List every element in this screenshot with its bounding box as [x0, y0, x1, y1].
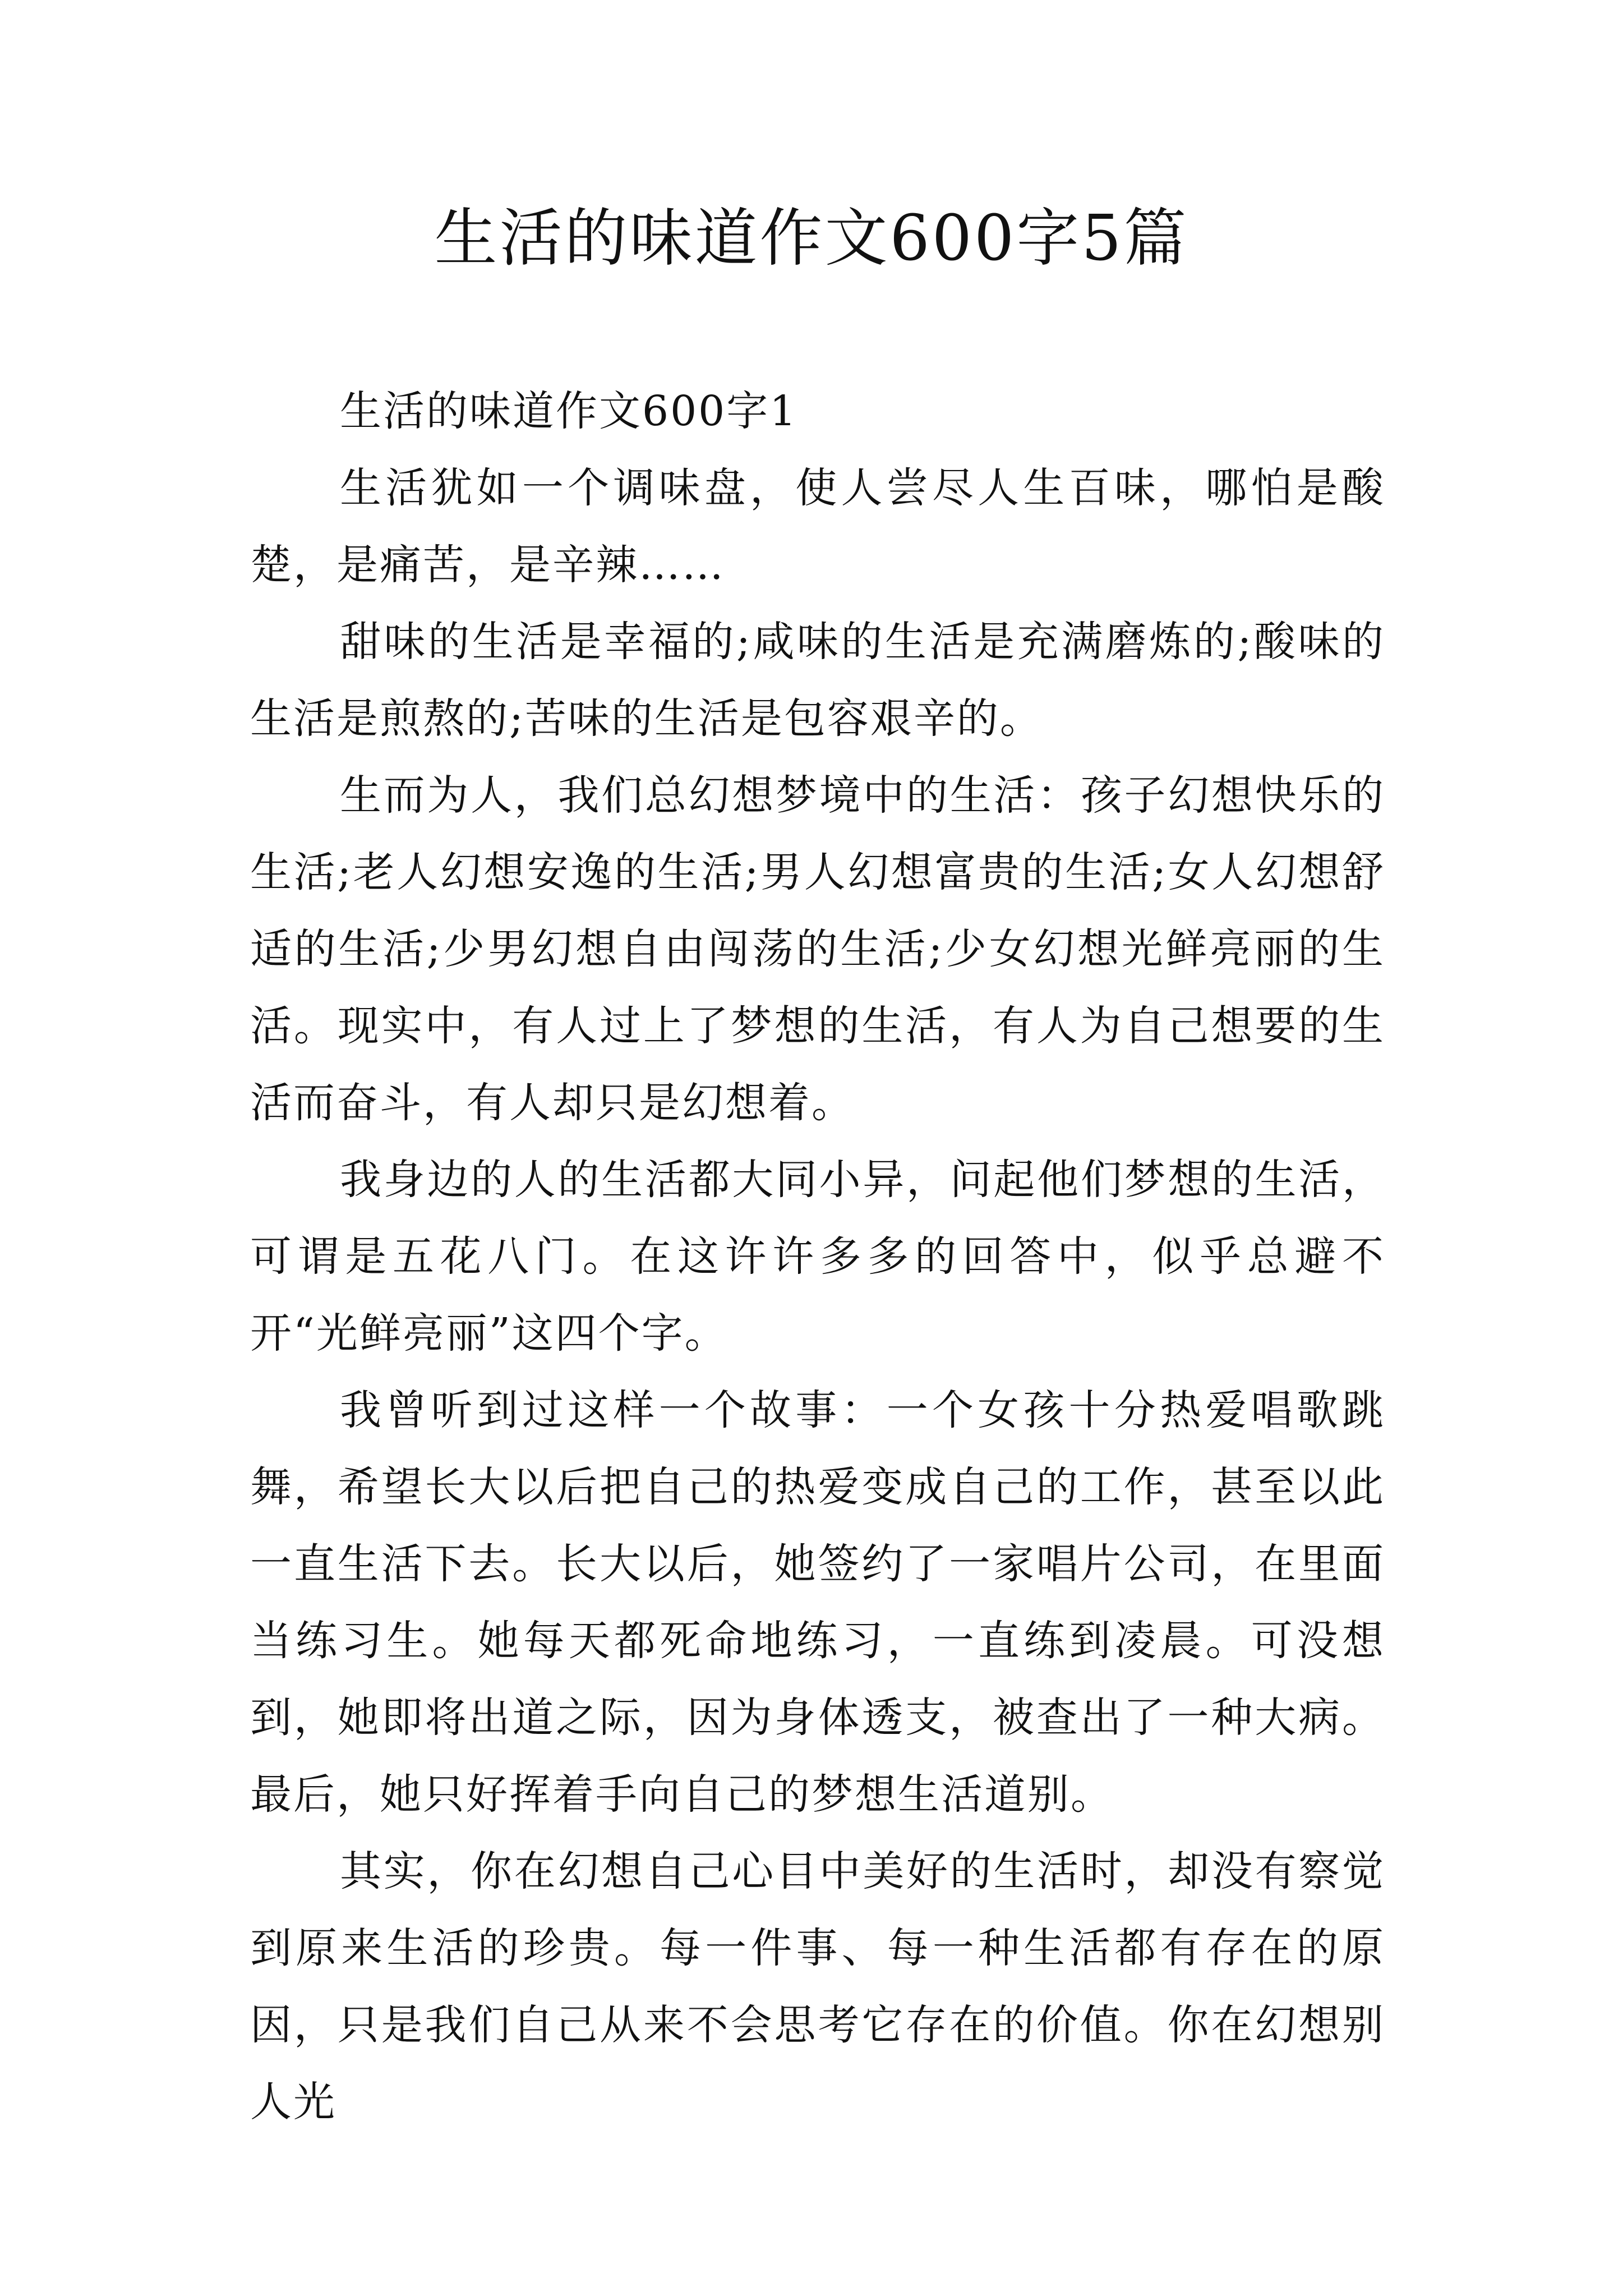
document-body	[250, 373, 1385, 2141]
document-title: 生活的味道作文600字5篇	[434, 202, 1189, 275]
paragraph: 我曾听到过这样一个故事：一个女孩十分热爱唱歌跳舞，希望长大以后把自己的热爱变成自己的工作，甚至以此一直生活下去。长大以后，她签约了一家唱片公司，在里面当练习生。她每天都死命地练习，一直练到凌晨。可没想到，她即将出道之际，因为身体透支，被查出了一种大病。最后，她只好挥着手向自己的梦想生活道别。	[250, 1386, 1385, 1819]
paragraph: 其实，你在幻想自己心目中美好的生活时，却没有察觉到原来生活的珍贵。每一件事、每一种生活都有存在的原因，只是我们自己从来不会思考它存在的价值。你在幻想别人光	[250, 1847, 1385, 2126]
paragraph: 甜味的生活是幸福的;咸味的生活是充满磨炼的;酸味的生活是煎熬的;苦味的生活是包容艰辛的。	[250, 618, 1385, 743]
paragraph: 我身边的人的生活都大同小异，问起他们梦想的生活，可谓是五花八门。在这许许多多的回答中，似乎总避不开“光鲜亮丽”这四个字。	[250, 1156, 1385, 1358]
paragraph: 生而为人，我们总幻想梦境中的生活：孩子幻想快乐的生活;老人幻想安逸的生活;男人幻想富贵的生活;女人幻想舒适的生活;少男幻想自由闯荡的生活;少女幻想光鲜亮丽的生活。现实中，有人过上了梦想的生活，有人为自己想要的生活而奋斗，有人却只是幻想着。	[250, 771, 1385, 1127]
section-heading: 生活的味道作文600字1	[340, 387, 798, 435]
paragraph: 生活犹如一个调味盘，使人尝尽人生百味，哪怕是酸楚，是痛苦，是辛辣……	[250, 464, 1385, 589]
